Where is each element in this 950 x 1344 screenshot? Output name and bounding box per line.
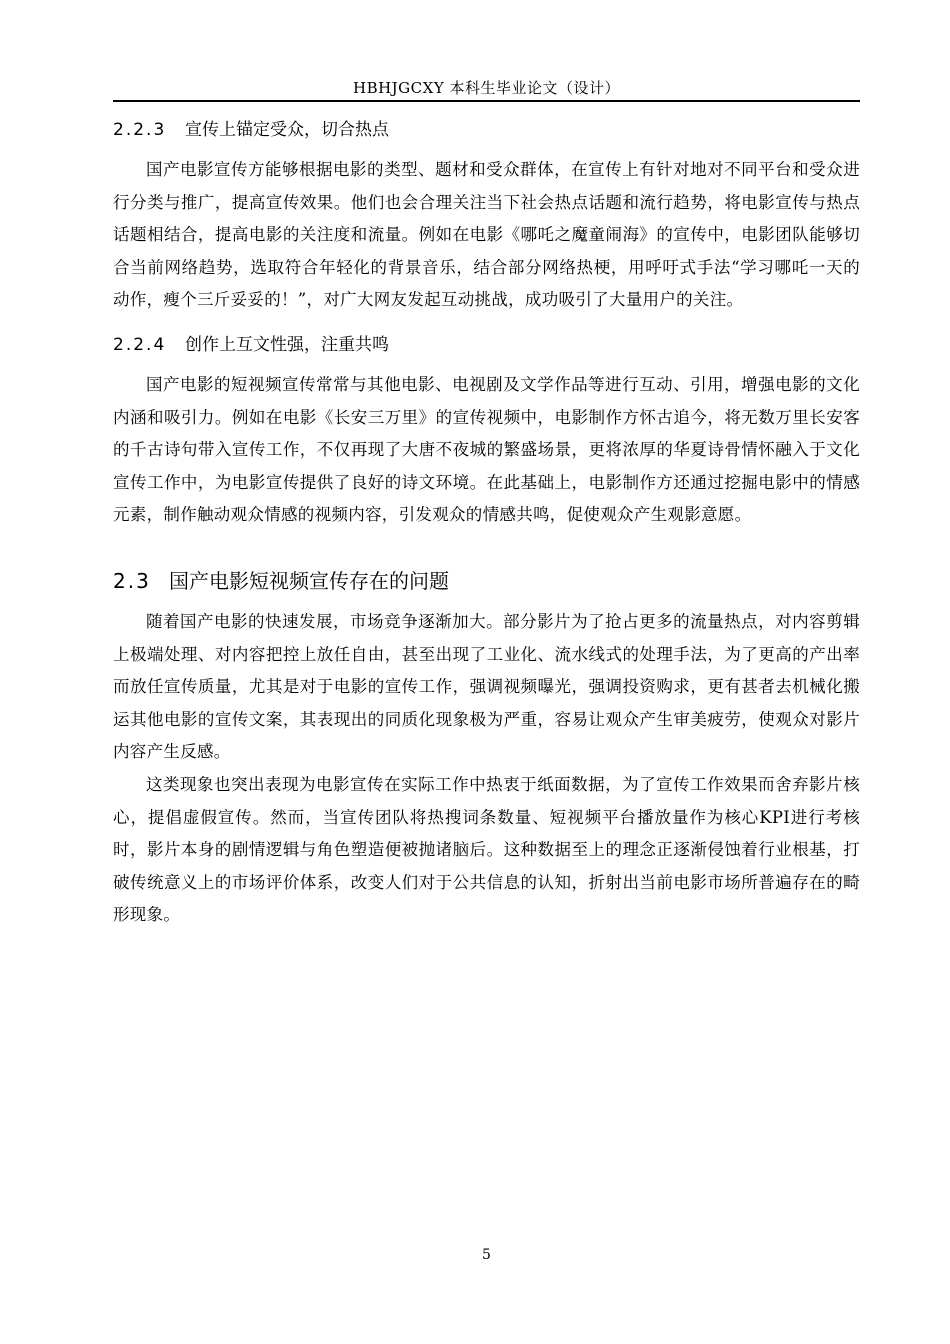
- section-title: 宣传上锚定受众，切合热点: [185, 120, 389, 140]
- section-number: 2.2.4: [113, 334, 167, 355]
- page-body: [113, 116, 860, 932]
- section-title: 创作上互文性强，注重共鸣: [185, 334, 389, 355]
- paragraph: 随着国产电影的快速发展，市场竞争逐渐加大。部分影片为了抢占更多的流量热点，对内容剪辑上极端处理、对内容把控上放任自由，甚至出现了工业化、流水线式的处理手法，为了更高的产出率而放任宣传质量，尤其是对于电影的宣传工作，强调视频曝光，强调投资购求，更有甚者去机械化搬运其他电影的宣传文案，其表现出的同质化现象极为严重，容易让观众产生审美疲劳，使观众对影片内容产生反感。: [113, 611, 860, 762]
- section-heading-2-3: [113, 566, 860, 596]
- section-title: 国产电影短视频宣传存在的问题: [169, 568, 449, 593]
- header-rule: [113, 100, 860, 102]
- page-number: 5: [482, 1247, 491, 1263]
- running-header: HBHJGCXY 本科生毕业论文（设计）: [352, 79, 620, 97]
- section-number: 2.2.3: [113, 120, 167, 140]
- section-heading-2-2-3: [113, 116, 860, 144]
- paragraph: 国产电影宣传方能够根据电影的类型、题材和受众群体，在宣传上有针对地对不同平台和受众进行分类与推广，提高宣传效果。他们也会合理关注当下社会热点话题和流行趋势，将电影宣传与热点话题相结合，提高电影的关注度和流量。例如在电影《哪吒之魔童闹海》的宣传中，电影团队能够切合当前网络趋势，选取符合年轻化的背景音乐，结合部分网络热梗，用呼吁式手法“学习哪吒一天的动作，瘦个三斤妥妥的！”，对广大网友发起互动挑战，成功吸引了大量用户的关注。: [113, 160, 860, 310]
- section-number: 2.3: [113, 568, 151, 593]
- paragraph: 这类现象也突出表现为电影宣传在实际工作中热衷于纸面数据，为了宣传工作效果而舍弃影片核心，提倡虚假宣传。然而，当宣传团队将热搜词条数量、短视频平台播放量作为核心KPI进行考核时，影片本身的剧情逻辑与角色塑造便被抛诸脑后。这种数据至上的理念正逐渐侵蚀着行业根基，打破传统意义上的市场评价体系，改变人们对于公共信息的认知，折射出当前电影市场所普遍存在的畸形现象。: [113, 774, 860, 925]
- section-heading-2-2-4: [113, 331, 860, 359]
- paragraph: 国产电影的短视频宣传常常与其他电影、电视剧及文学作品等进行互动、引用，增强电影的文化内涵和吸引力。例如在电影《长安三万里》的宣传视频中，电影制作方怀古追今，将无数万里长安客的千古诗句带入宣传工作，不仅再现了大唐不夜城的繁盛场景，更将浓厚的华夏诗骨情怀融入于文化宣传工作中，为电影宣传提供了良好的诗文环境。在此基础上，电影制作方还通过挖掘电影中的情感元素，制作触动观众情感的视频内容，引发观众的情感共鸣，促使观众产生观影意愿。: [113, 374, 860, 525]
